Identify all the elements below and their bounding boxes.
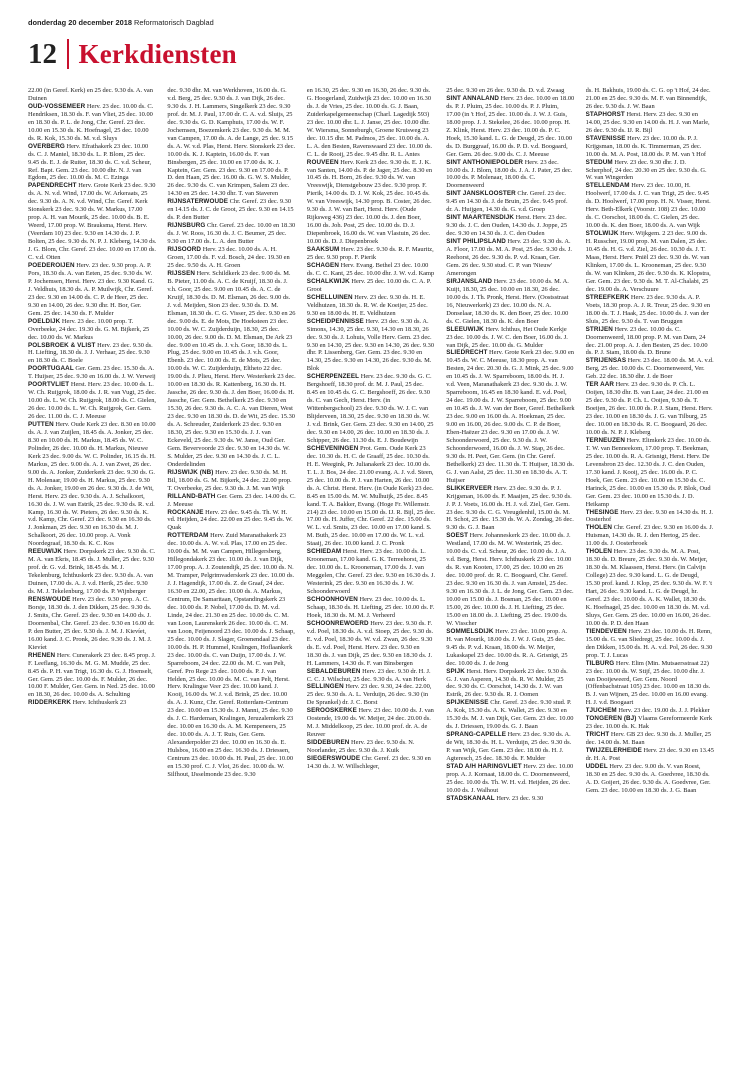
listing-entry — [28, 318, 156, 342]
place-name: TERNEUZEN — [585, 436, 625, 444]
service-details: Herv. 23 dec. 10.00 prop. A. H. van Mourik, 18.00 ds. J. W. J. Guis, 25 dec. 9.45 ds. P. v.d. Kraan, 18.00 ds. W. Meijer, Lukaskapel 23 dec. 10.00 ds. R. A. Grisnigt, 25 dec. 10.00 ds. J. de Jong — [446, 627, 568, 667]
listing-entry — [446, 95, 574, 159]
service-details: Herv. 23 dec. 9.30 en 13.45 dr. H. A. Post — [585, 747, 714, 763]
place-name: THOLEN — [585, 524, 613, 532]
listing-entry — [586, 111, 714, 135]
listing-entry — [586, 437, 714, 509]
place-name: POORTUGAAL — [28, 365, 74, 373]
place-name: SLIEDRECHT — [446, 349, 488, 357]
service-details: Herv. Ichthuskerk 23 — [72, 699, 127, 707]
service-details: Herv. 23 dec. 9.30 ds. A. A. Floor, 17.00 ds. M. A. Post, 25 dec. 9.30 ds. J. Reehorst, 26 dec. 9.30 ds. P. v.d. Kraan, Ger. Gem. 26 dec. 9.30 stud. C. P. van 'Nieuw' Amerongen — [446, 238, 572, 277]
place-name: STOLWIJK — [585, 230, 619, 238]
place-name: THESINGE — [585, 508, 619, 516]
listing-entry — [28, 548, 156, 596]
service-details: Herv. 23 dec. 18.00 ds. M. A. v.d. Berg, 25 dec. 10.00 ds. C. Doornenweerd, Ver. Geb. 22 dec. 18.30 dhr. J. de Boer — [585, 357, 714, 381]
service-details: Herv. Efrathakerk 23 dec. 10.00 ds. C. J. Mantel, 18.30 ds. L. P. Blom, 25 dec. 9.45 ds. E. J. de Ruiter, 18.30 ds. C. v.d. Scheur, Ref. Bapt. Gem. 23 dec. 10.00 dhr. N. J. van Egdom, 25 dec. 10.00 ds. M. C. Ezinga — [28, 142, 152, 182]
listing-columns — [28, 87, 714, 1052]
service-details: Herv. 23 dec. 9.30 ds. M. A. Post, 18.30 ds. D. Breure, 25 dec. 9.30 ds. W. Meijer, 18.30 ds. M. Klaassen, Herst. Herv. (in Calvijn College) 23 dec. 9.30 kand. L. G. de Deugd, 15.30 prof. kand. J. Klop, 25 dec. 9.30 ds. W. F. 't Hart, 26 dec. 9.30 kand. L. G. de Deugd, hr. Geref. 23 dec. 10.00 ds. A. K. Wallet, 18.30 ds. K. Hoefnagel, 25 dec. 10.00 en 18.30 ds. M. v.d. Sluys, Ger. Gem. 25 dec. 10.00 en 16.00, 26 dec. 10.00 ds. P. D. den Haan — [585, 548, 713, 627]
listing-entry — [307, 445, 435, 548]
service-details: Herv. Dorpskerk 23 dec. 9.30 ds. C. M. A. van Ekris, 18.45 ds. J. Muller, 25 dec. 9.30 prof. dr. G. v.d. Brink, 18.45 ds. M. J. Tekelenburg, Ichthuskerk 23 dec. 9.30 ds. A. van Duinen, 17.00 ds. A. J. v.d. Herik, 25 dec. 9.30 ds. M. J. Tekelenburg, 17.00 ds. P. Wijnberger — [28, 548, 156, 596]
place-name: STAD A/H HARINGVLIET — [446, 763, 522, 771]
place-name: ROUVEEN — [306, 158, 339, 166]
service-details: Ger. Gem. 23 dec. 14.00 ds. C. J. Meeuse — [167, 492, 296, 508]
listing-entry — [307, 159, 435, 246]
service-details: Herv. 23 dec. 10.00 prop. A. J. Kornaat, 18.00 ds. C. Doornenweerd, 25 dec. 10.00 ds. Th. W. H. v.d. Heijden, 26 dec. 10.00 ds. J. Walhout — [446, 763, 574, 794]
listing-entry — [586, 548, 714, 628]
service-details: Herv. 23 dec. 9.30 — [496, 794, 544, 802]
listing-entry — [446, 190, 574, 214]
place-name: SCHAGEN — [306, 261, 339, 269]
service-details: Herv. 23 dec. 9.30 ds. G. C. Bergshoeff, 18.30 prof. dr. M. J. Paul, 25 dec. 8.45 en 10.45 ds. G. C. Bergshoeff, 26 dec. 9.30 ds. C. van Gech, Herst. Herv. (in Wittenbergschool) 23 dec. 9.30 ds. W. J. C. van Blijderveen, 18.30, 25 dec. 9.30 en 18.30 ds. W. J. v.d. Brink, Ger. Gem. 23 dec. 9.30 en 14.00, 25 dec. 9.30 en 14.00, 26 dec. 10.00 en 18.30 ds. J. Schipper, 26 dec. 11.30 ds. E. J. Boudewijn — [306, 373, 434, 444]
place-name: SCHIEDAM — [306, 548, 342, 556]
service-details: Herv. Schildkerk 23 dec. 9.00 ds. M. B. Pieter, 11.00 ds. A. C. de Kruijf, 18.30 ds. J. v.h. Goor, 25 dec. 9.00 en 10.45 ds. A. C. de Kruijf, 18.30 ds. D. M. Elsman, 26 dec. 9.00 ds. J. v.d. Meijden, Sion 23 dec. 9.30 ds. D. M. Elsman, 18.30 ds. C. G. Visser, 25 dec. 9.30 en 26 dec. 9.00 ds. E. de Mots, De Hoeksteen 23 dec. 10.00 ds. W. C. Zuijderduijn, 18.30, 25 dec. 10.00, 26 dec. 9.00 ds. D. M. Elsman, De Ark 23 dec. 9.00 en 10.45 ds. J. v.h. Goor, 18.30 ds. L. Plug, 25 dec. 9.00 en 10.45 ds. J. v.h. Goor, Ebenh. 23 dec. 10.00 ds. E. de Mots, 25 dec. 10.00 ds. W. C. Zuijderduijn, Eltheto 22 dec. 19.00 ds. J. Plieu, Herst. Herv. Westerkerk 23 dec. 10.00 en 18.30 ds. R. Kattenberg, 16.30 ds. H. Jassche, 26 dec. 9.30 ds. J. den Boer, 16.00 ds. H. Jassche, Ger. Gem. Bethelkerk 25 dec. 9.30 en 15.30, 26 dec. 9.30 ds. A. C. A. van Dieren, West 23 dec. 9.30 en 18.30 ds. D. de Wit, 25 dec. 15.30 ds. A. Schreuder, Zuiderkerk 23 dec. 9.30 en 18.30, 25 dec. 9.30 en 15.30 ds. J. J. van Eckeveld, 25 dec. 9.30 ds. W. Janse, Oud Ger. Gem. Bevervoorde 23 dec. 9.30 en 14.30 ds. W. S. Mulder, 25 dec. 9.30 en 14.30 ds. J. C. L. Onderdelinden — [167, 269, 296, 468]
service-details: Herv. 23 dec. 9.30 ds. A. Simons, 14.30, 25 dec. 9.30, 14.30 en 18.30, 26 dec. 9.30 ds. J. Lohuis, Volle Herv. Gem. 23 dec. 9.30 en 14.30, 25 dec. 9.30 en 14.30, 26 dec. 9.30 dhr. P. Lissenberg, Ger. Gem. 23 dec. 9.30 en 14.30, 25 dec. 9.30 en 14.30, 26 dec. 9.30 ds. M. Blok — [306, 317, 435, 373]
service-details: Herv. 23 dec. 10.00 ds. H. Renn, 15.00 ds. G. van Sliedregt, 25 dec. 10.00 ds. J. den Dikken, 15.00 ds. H. A. v.d. Pol, 26 dec. 9.30 prop. T. J. Lucas — [585, 627, 713, 659]
service-details: Chr. Geref. 23 dec. 9.45 en 14.30 ds. J. de Bruin, 25 dec. 9.45 prof. dr. A. Huijgen, 14.30 ds. G. v.d. Groep — [446, 190, 568, 214]
service-details: 25 dec. 9.30 en 26 dec. 9.30 ds. D. v.d. Zwaag — [446, 87, 565, 94]
service-details: Herv. Ichthus, Het Oude Kerkje 23 dec. 10.00 ds. J. W. C. den Boer, 16.00 ds. J. van Dijk, 25 dec. 10.00 ds. G. Mulder — [446, 325, 568, 349]
service-details: Ger. Gem. 23 dec. 15.30 ds. A. T. Huijser, 25 dec. 9.30 en 16.00 ds. J. W. Verweij — [28, 365, 156, 381]
place-name: PUTTEN — [28, 421, 54, 429]
place-name: ROCKANJE — [167, 508, 204, 516]
service-details: Chr. Geref. 23 dec. 10.00 en 18.30 ds. J. W. Roos, 16.30 ds. J. C. Beumer, 25 dec. 9.30 en 17.00 ds. L. A. den Butter — [167, 222, 296, 246]
place-name: SIDDEBUREN — [306, 739, 350, 747]
service-details: Herv. 23 dec. 10.00 ds. C. Doornenweerd, 18.00 prop. P. M. van Dam, 24 dec. 21.00 prop. A. J. den Besten, 25 dec. 10.00 ds. P. J. Stam, 18.00 ds. D. Brune — [585, 325, 708, 357]
service-details: Herv. 23 dec. 9.30 ds. H. E. Veldhuizen, 18.30 ds. R. W. de Koeijer, 25 dec. 9.30 en 18.00 ds. H. E. Veldhuizen — [306, 293, 428, 317]
listing-entry — [28, 87, 156, 103]
listing-entry — [28, 143, 156, 183]
service-details: Herv. 23 dec. 9.30 ds. F. v.d. Poel, 18.30 ds. A. v.d. Stoep, 25 dec. 9.30 ds. E. v.d. Poel, 18.30 ds. W. v.d. Zwan, 26 dec. 9.30 ds. E. v.d. Poel, Herst. Herv. 23 dec. 9.30 en 18.30 ds. J. van Dijk, 25 dec. 9.30 en 18.30 ds. J. H. Lammers, 14.30 ds. F. van Binsbergen — [306, 619, 434, 667]
place-name: STRIJENSAS — [585, 357, 627, 365]
place-name: OVERBERG — [28, 142, 65, 150]
listing-entry — [167, 270, 295, 469]
place-name: SOMMELSDIJK — [446, 627, 494, 635]
place-name: POELDIJK — [28, 317, 61, 325]
service-details: Herv. 23 dec. 9.30 ds. R. F. Mauritz, 25 dec. 9.30 prop. F. Pierik — [306, 246, 434, 262]
service-details: Herst. Herv. 23 dec. 10.00 ds. L. Krooneman, 17.00 kand. G. K. Terreehorst, 25 dec. 10.00 ds. L. Krooneman, 17.00 ds. J. van Meggelen, Chr. Geref. 23 dec. 9.30 en 16.30 ds. J. Westerink, 25 dec. 9.30 en 16.30 ds. J. W. Schoonderwoerd — [306, 548, 436, 596]
service-details: Herv. Zuid Maranathakerk 23 dec. 10.00 ds. A. W. v.d. Plas, 17.00 en 25 dec. 10.00 ds. M. M. van Campen, Hillegersberg, Hillegondakerk 23 dec. 10.00 ds. J. van Dijk, 17.00 prop. A. J. Zoutendijk, 25 dec. 10.00 ds. N. M. Tramper, Pelgrimvaderskerk 23 dec. 10.00 ds. J. J. Hagendijk, 17.00 ds. Z. de Graaf, 24 dec. 16.30 en 22.00, 25 dec. 10.00 ds. A. Markus, Centrum, De Samaritaan, Opstandingskerk 23 dec. 10.00 ds. P. Nobel, 17.00 ds. D. M. v.d. Linde, 24 dec. 21.30 en 25 dec. 10.00 ds. C. M. van Loon, Laurenskerk 26 dec. 10.00 ds. C. M. van Loon, Feijenoord 23 dec. 10.00 ds. J. Schaap, 25 dec. 10.00 ds. J. Slager, Groenendaal 23 dec. 10.00 ds. H. P. Hummel, Kralingen, Hoflaankerk 23 dec. 10.00 ds. C. van Duijn, 17.00 ds. J. W. Sparreboom, 24 dec. 22.00 ds. M. C. van Pelt, Geref. Pro Rege 23 dec. 10.00 ds. P. J. van Helden, 25 dec. 10.00 ds. M. C. van Pelt, Herst. Herv. Kralingse Veer 23 dec. 10.00 kand. J. Kooij, 16.00 ds. W. J. v.d. Brink, 25 dec. 10.00 ds. A. J. Kunz, Chr. Geref. Rotterdam-Centrum 23 dec. 10.00 en 15.30 ds. J. Manni, 25 dec. 9.30 ds. J. C. Hardeman, Kralingen, Jeruzalemkerk 23 dec. 10.00 en 16.30 ds. A. M. Kempeneers, 25 dec. 10.00 ds. A. J. T. Ruis, Ger. Gem. Alexanderpolder 23 dec. 10.00 en 16.30 ds. E. Hulsbos, 16.00 en 25 dec. 16.30 ds. J. Driessen, Centrum 23 dec. 10.00 ds. H. Paul, 25 dec. 10.00 en 15.30 prof. C. J. Vlot, 26 dec. 10.00 ds. W. Silfhout, IJsselmonde 23 dec. 9.30 — [167, 532, 295, 778]
service-details: Herv. 23 dec. 9.30 dhr. J. D. Scherphof, 24 dec. 20.30 en 25 dec. 9.30 ds. G. W. van Wingerden — [585, 158, 707, 182]
service-details: Herv. GB 23 dec. 9.30 ds. J. Muller, 25 dec. 14.00 ds. M. Baan — [585, 731, 712, 747]
listing-entry — [586, 524, 714, 548]
place-name: OUD-VOSSEMEER — [28, 102, 86, 110]
listing-entry — [307, 278, 435, 294]
service-details: Herv. Elim (Min. Mutsaersstraat 22) 23 dec. 10.00 ds. W. Stijf, 25 dec. 10.00 dhr. J. van Dooijeweerd, Ger. Gem. Noord (Offenbachstraat 105) 23 dec. 10.00 en 18.30 ds. B. J. van Wijnen, 25 dec. 10.00 en 16.00 evang. H. J. v.d. Boogaart — [585, 659, 711, 707]
listing-entry — [446, 87, 574, 95]
service-details: Herv. 23 dec. 10.00 ds. P. J. Krijgsman, 18.00 ds. K. Timmerman, 25 dec. 10.00 ds. M. A. Post, 18.00 ds. P. M. van 't Hof — [585, 134, 707, 158]
listing-entry — [307, 596, 435, 620]
service-details: Chr. Geref. 23 dec. 9.30 en 16.00 ds. J. Huisman, 14.30 ds. R. J. den Hertog, 25 dec. 11.00 ds. J. Oosterbroek — [585, 524, 714, 548]
place-name: RENSWOUDE — [28, 596, 71, 603]
place-name: SCHEIDPENNISSE — [306, 317, 364, 325]
listing-entry — [586, 326, 714, 358]
service-details: Herv. Cunerakerk 23 dec. 8.45 prop. J. F. Leeflang, 16.30 ds. M. G. M. Mudde, 25 dec. 8.45 ds. P. H. van Trigt, 16.30 ds. G. J. Hoenselt, Ger. Gem. 25 dec. 10.00 ds. F. Mulder, 26 dec. 10.00 F. Mulder, Ger. Gem. in Ned. 25 dec. 10.00 en 18.30, 26 dec. 10.00 ds. A. Schulting — [28, 651, 156, 699]
listing-entry — [446, 628, 574, 668]
service-details: Herv. 23 dec. 10.00 ds. L. Schaap, 18.30 ds. H. Liefting, 25 dec. 10.00 ds. F. Hoek, 18.30 ds. M. M. J. Verheerd — [306, 596, 435, 619]
service-details: Herv. 23 dec. 9.30 prop. A. C. Borsje, 18.30 ds. J. den Dikken, 25 dec. 9.30 ds. J. Smits, Chr. Geref. 23 dec. 9.30 en 14.00 ds. J. Doornenbal, Chr. Geref. 23 dec. 9.30 en 16.00 dr. P. den Butter, 25 dec. 9.30 ds. J. M. J. Kievíet, 16.00 kand. J. C. Pronk, 26 dec. 9.30 ds. J. M. J. Kievíet — [28, 596, 155, 651]
listing-entry — [307, 262, 435, 278]
service-details: ds. H. Bakhuis, 19.00 ds. C. G. op 't Hof, 24 dec. 21.00 en 25 dec. 9.30 ds. M. F. van Binnendijk, 26 dec. 9.30 ds. J. W. Baan — [585, 87, 711, 110]
publication-name: Reformatorisch Dagblad — [134, 18, 214, 27]
listing-entry — [167, 469, 295, 493]
header-divider — [67, 39, 69, 69]
listing-entry — [586, 87, 714, 111]
service-details: Herv. Grote Kerk 23 dec. 9.30 ds. A. N. v.d. Wind, 17.00 ds. W. Arkeraats, 25 dec. 9.30 ds. A. N. v.d. Wind, Chr. Geref. Kerk Sionskerk 23 dec. 9.30 ds. W. Markus, 17.00 prop. A. H. van Mourik, 25 dec. 10.00 ds. B. E. Weerd, 17.00 prop. W. Brauksma, Herst. Herv. (Veerdam 10) 23 dec. 9.30 en 14.30 ds. J. P. Bolten, 25 dec. 9.30 ds. N. P. J. Kleberg, 14.30 ds. J. G. Blom, Chr. Geref. 23 dec. 10.00 en 17.00 ds. C. v.d. Otten — [28, 182, 157, 262]
listing-entry — [586, 707, 714, 715]
place-name: SLIKKERVEER — [446, 484, 492, 492]
service-details: Herv. 23 dec. 9.30 en 14.30 ds. H. J. Oosterhof — [585, 508, 713, 524]
service-details: Vlaams Gereformeerde Kerk 23 dec. 10.00 ds. K. Hak — [585, 715, 713, 731]
service-details: Herv. Wijkgem. 2 23 dec. 9.00 ds. H. Russcher, 19.00 prop. M. van Dalen, 25 dec. 10.45 ds. H. G. v.d. Ziel, 26 dec. 10.30 ds. J. T. Maas, Herst. Herv. Pniël 23 dec. 9.30 ds. W. van Klinken, 17.00 ds. L. Krooneman, 25 dec. 9.30 ds. W. van Klinken, 26 dec. 9.30 ds. K. Klopstra, Ger. Gem. 23 dec. 9.30 ds. M. T. Al-Chalabi, 25 dec. 19.00 ds. A. Verschuure — [585, 230, 711, 293]
listing-entry — [28, 342, 156, 366]
place-name: STADSKANAAL — [446, 794, 495, 802]
listing-entry — [167, 222, 295, 246]
place-name: STAPHORST — [585, 110, 625, 118]
listing-entry — [167, 493, 295, 509]
column-3 — [307, 87, 435, 1052]
service-details: Herst. Herv. 23 dec. 9.30 en 14.00, 25 dec. 9.30 en 14.00 ds. H. J. van Marle, 26 dec. 9.30 ds. IJ. R. Bijl — [585, 110, 710, 134]
listing-entry — [28, 365, 156, 381]
listing-entry — [586, 747, 714, 763]
listing-entry — [586, 230, 714, 294]
listing-entry — [446, 159, 574, 191]
place-name: ROTTERDAM — [167, 532, 209, 540]
service-details: Herv. 23 dec. 10.00 prop. T. Overbeeke, 24 dec. 19.30 ds. G. M. Bijkerk, 25 dec. 10.00 ds. W. Markus — [28, 317, 150, 341]
service-details: Herv. Kerk 23 dec. 9.30 ds. E. J. K. van Santen, 14.00 ds. P. de Jager, 25 dec. 8.30 en 10.45 ds. H. Born, 26 dec. 9.30 ds. W. van Vreeswijk, Dienstgebouw 23 dec. 9.30 prop. F. Pierik, 14.00 ds. D. J. W. Kok, 25 dec. 10.45 ds. W. van Vreeswijk, 14.30 prop. B. Coster, 26 dec. 9.30 ds. J. W. van Bart, Herst. Herv. (Oude Rijksweg 436) 23 dec. 10.00 ds. J. den Boer, 16.00 ds. Joh. Post, 25 dec. 10.00 ds. D. J. Diepenbroek, 16.00 ds. W. van Vlastuin, 26 dec. 10.00 ds. D. J. Diepenbroek — [306, 158, 433, 246]
place-name: RIJSSEN — [167, 269, 196, 277]
place-name: SCHELLUINEN — [306, 293, 353, 301]
listing-entry — [307, 739, 435, 755]
place-name: THOLEN — [585, 548, 613, 556]
listing-entry — [28, 103, 156, 143]
column-5 — [586, 87, 714, 1052]
listing-entry — [307, 318, 435, 374]
place-name: STEDUM — [585, 158, 613, 166]
service-details: Herv. Evang. Bethel 23 dec. 10.00 ds. C. C. Kant, 25 dec. 10.00 dhr. J. W. v.d. Kamp — [306, 261, 435, 277]
listing-entry — [28, 182, 156, 262]
listing-entry — [586, 182, 714, 230]
place-name: SIEGERSWOUDE — [306, 755, 361, 763]
place-name: UDDEL — [585, 763, 608, 771]
listing-entry — [586, 763, 714, 795]
service-details: Chr. Geref. 23 dec. 9.30 stud. P. A. Kok, 15.30 ds. A. K. Wallet, 25 dec. 9.30 en 15.30 ds. M. J. van Dijk, Ger. Gem. 23 dec. 10.00 ds. J. Driessen, 19.00 ds. G. J. Baan — [446, 699, 574, 731]
service-details: Herv. Oude Kerk 23 dec. 8.30 en 10.00 ds. A. J. van Zuijlen, 18.45 ds. A. Jonker, 25 dec. 8.30 en 10.00 ds. H. Markus, 18.45 ds. W. C. Polinder, 26 dec. 10.00 ds. H. Markus, Nieuwe Kerk 23 dec. 9.00 ds. W. C. Polinder, 16.15 ds. H. Markus, 25 dec. 9.00 ds. A. J. van Zwet, 26 dec. 9.00 ds. A. Jonker, Zuiderkerk 23 dec. 9.30 ds. G. H. Molenaar, 19.00 ds. H. Markus, 25 dec. 9.30 ds. A. Jonker, 19.00 en 26 dec. 9.30 ds. J. de Wit, Herst. Herv. 23 dec. 9.30 ds. A. J. Schalkoort, 16.30 ds. J. W. van Estrik, 25 dec. 9.30 ds. R. v.d. Kamp, 16.30 ds. W. Pieters, 26 dec. 9.30 ds. K. v.d. Kamp, Chr. Geref. 23 dec. 9.30 en 16.30 ds. J. Jonkman, 25 dec. 9.30 en 16.30 ds. M. J. Schalkoort, 26 dec. 10.00 prop. A. Vonk Noordegraaf, 18.30 ds. K. C. Kos — [28, 421, 156, 548]
service-details: Chr. Geref. 23 dec. 9.30 en 14.30 ds. J. W. Willschleger, — [306, 755, 431, 771]
place-name: SCHEVENINGEN — [306, 444, 359, 452]
page-header — [28, 34, 237, 74]
place-name: TONGEREN (BJ) — [585, 715, 637, 723]
column-2 — [167, 87, 295, 1052]
service-details: Chr. Geref. 23 dec. 9.30 en 14.15 ds. J. C. de Groot, 25 dec. 9.30 en 14.15 ds. P. den Butter — [167, 198, 294, 222]
issue-date: donderdag 20 december 2018 — [28, 18, 132, 27]
listing-entry — [446, 532, 574, 627]
place-name: POLSBROEK & VLIST — [28, 341, 96, 349]
place-name: SAAKSUM — [306, 246, 340, 254]
listing-entry — [28, 421, 156, 548]
listing-entry — [446, 795, 574, 803]
place-name: SINT ANNALAND — [446, 94, 500, 102]
listing-entry — [586, 357, 714, 381]
dateline — [28, 18, 214, 27]
listing-entry — [307, 620, 435, 668]
listing-entry — [307, 707, 435, 739]
service-details: Herv. Grote Kerk 23 dec. 9.00 en 10.45 ds. W. C. Meeuse, 18.30 prop. A. van Besten, 24 dec. 20.30 ds. G. J. Mink, 25 dec. 9.00 en 10.45 ds. J. W. Sparreboom, 18.00 ds. H. J. v.d. Veen, Maranathakerk 23 dec. 9.30 ds. J. W. Sparreboom, 16.45 en 18.30 kand. E. v.d. Poel, 24 dec. 19.00 ds. J. W. Sparreboom, 25 dec. 9.00 en 10.45 ds. J. W. van der Boer, Geref. Bethelkerk 23 dec. 9.00 en 16.00 ds. A. Hoekman, 25 dec. 9.00 en 16.00, 26 dec. 9.00 ds. C. P. de Boer, Eben-Haëzer 23 dec. 9.30 en 17.00 ds. J. W. Schoonderwoerd, 25 dec. 9.30 ds. J. W. Schoonderwoerd, 16.00 ds. J. W. Stap, 26 dec. 9.30 ds. H. Peet, Ger. Gem. (in Chr. Geref. Bethelkerk) 23 dec. 11.30 ds. T. Huijser, 18.30 ds. G. J. van Aalst, 25 dec. 11.30 en 18.30 ds. A. T. Huijser — [446, 349, 575, 484]
listing-entry — [307, 87, 435, 159]
listing-entry — [307, 246, 435, 262]
place-name: POEDEROIJEN — [28, 261, 75, 269]
place-name: STAVENISSE — [585, 134, 626, 142]
place-name: RILLAND-BATH — [167, 492, 216, 500]
listing-entry — [28, 596, 156, 652]
listing-entry — [446, 278, 574, 326]
service-details: 22.00 (in Geref. Kerk) en 25 dec. 9.30 ds. A. van Duinen — [28, 87, 153, 102]
listing-entry — [586, 509, 714, 525]
place-name: RHENEN — [28, 651, 56, 659]
listing-entry — [586, 294, 714, 326]
listing-entry — [28, 652, 156, 700]
listing-entry — [28, 699, 156, 707]
listing-entry — [586, 660, 714, 708]
service-details: Herv. 23 dec. 10.00 ds. J. van Oostende, 19.00 ds. W. Meijer, 24 dec. 20.00 ds. M. J. Middelkoop, 25 dec. 10.00 prof. dr. A. de Reuver — [306, 707, 434, 739]
service-details: Herv. 23 dec. 10.00 en 18.00 ds. P. J. Pluim, 25 dec. 10.00 ds. P. J. Pluim, 17.00 (in 't Hof, 25 dec. 10.00 ds. J. W. J. Guis, 18.00 prop. J. J. Stekelee, 26 dec. 10.00 prop. H. Z. Klink, Herst. Herv. 23 dec. 10.00 ds. P. C. Hoek, 15.30 kand. L. G. de Deugd, 25 dec. 10.00 ds. D. Burggraaf, 16.00 ds. P. D. v.d. Boogaard, Ger. Gem. 26 dec. 9.00 ds. C. J. Meeuse — [446, 94, 575, 158]
place-name: STELLENDAM — [585, 182, 630, 190]
service-details: Herv. 23 dec. 9.00 ds. V. van Roest, 18.30 en 25 dec. 9.30 ds. A. Goedvree, 18.30 ds. A. D. Goijert, 26 dec. 9.30 ds. A. Goedvree, Ger. Gem. 23 dec. 10.00 en 18.30 ds. J. G. Baan — [585, 763, 711, 794]
place-name: STRIJEN — [585, 325, 613, 333]
place-name: TER AAR — [585, 381, 615, 389]
place-name: TWIJZELERHEIDE — [585, 747, 642, 755]
listing-entry — [446, 326, 574, 350]
service-details: Herv. 23 dec. 9.30 ds. H. Liefting, 18.30 ds. J. J. Verhaar, 25 dec. 9.30 en 18.30 ds. C. Boele — [28, 341, 153, 365]
column-1 — [28, 87, 156, 1052]
listing-entry — [586, 628, 714, 660]
listing-entry — [446, 731, 574, 763]
place-name: SIRJANSLAND — [446, 277, 493, 285]
service-details: Herv. Johanneskerk 23 dec. 10.00 ds. J. Westland, 17.00 ds. M. W. Westerink, 25 dec. 10.00 ds. C. v.d. Scheur, 26 dec. 10.00 ds. J. A. v.d. Berg, Herst. Herv. Ichthuskerk 23 dec. 10.00 ds. R. van Kooten, 17.00, 25 dec. 10.00 en 26 dec. 10.00 prof. dr. R. C. Boogaard, Chr. Geref. 23 dec. 9.30 en 16.30 ds. J. van Amstel, 25 dec. 9.30 en 16.30 ds. J. L. de Jong, Ger. Gem. 23 dec. 10.00 en 15.00 ds. J. Bosman, 25 dec. 10.00 en 15.00, 26 dec. 10.00 ds. J. H. Liefting, 25 dec. 15.00 en 18.00 ds. J. Liefting, 25 dec. 19.00 ds. W. Visscher — [446, 532, 574, 627]
service-details: Herv. 23 dec. 9.30 ds. P. Ch. L. Ooijen, 18.30 dhr. B. van Laar, 24 dec. 21.00 en 25 dec. 9.30 ds. P. Ch. L. Ooijen, 9.30 ds. T. Boeijen, 26 dec. 10.00 ds. P. J. Stam, Herst. Herv. 23 dec. 10.00 en 18.30 ds. J. G. van Tilburg, 25 dec. 10.00 en 18.30 ds. R. C. Boogaard, 26 dec. 10.00 ds. N. P. J. Kleberg — [585, 381, 713, 436]
service-details: Herst. Herv. 23 dec. 9.30 ds. J. C. den Ouden, 14.30 ds. J. Joppe, 25 dec. 9.30 en 14.30 ds. J. C. den Ouden — [446, 214, 568, 238]
service-details: dec. 9.30 dhr. M. van Werkhoven, 16.00 ds. G. v.d. Berg, 25 dec. 9.30 ds. J. van Dijk, 26 dec. 9.30 ds. J. H. Lammers, Singelkerk 23 dec. 9.30 prof. dr. M. J. Paul, 17.00 dr. C. A. v.d. Sluijs, 25 dec. 9.30 ds. G. D. Kamphuis, 17.00 ds. W. F. Jochemsen, Boezemkerk 23 dec. 9.30 ds. M. M. van Campen, 17.00 ds. A. de Lange, 25 dec. 9.15 ds. A. W. v.d. Plas, Herst. Herv. Sionskerk 23 dec. 10.00 ds. K. J. Kaptein, 16.00 ds. F. van Binsbergen, 25 dec. 10.00 en 17.00 ds. K. J. Kaptein, Ger. Gem. 23 dec. 9.30 en 17.00 ds. P. D. den Haan, 25 dec. 16.00 ds. G. W. S. Mulder, 26 dec. 9.30 ds. C. van Krimpen, Salem 23 dec. 14.30 en 25 dec. 14.30 dhr. T. van Staveren — [167, 87, 296, 198]
service-details: Herv. 23 dec. 9.30 ds. M. H. Bil, 18.00 ds. G. M. Bijkerk, 24 dec. 22.00 prop. T. Overbeeke, 25 dec. 9.30 ds. J. M. van Wijk — [167, 468, 292, 492]
place-name: RIJSOORD — [167, 246, 202, 254]
place-name: RIJNSATERWOUDE — [167, 198, 229, 206]
listing-entry — [586, 159, 714, 183]
listing-entry — [167, 246, 295, 270]
place-name: PAPENDRECHT — [28, 182, 77, 190]
place-name: SOEST — [446, 532, 469, 540]
place-name: SCHALKWIJK — [306, 277, 350, 285]
place-name: SELLINGEN — [306, 683, 344, 691]
place-name: SPIJKENISSE — [446, 699, 489, 707]
listing-entry — [28, 262, 156, 318]
service-details: Herv. 23 dec. 9.30 ds. A. de Wit, 18.30 ds. H. L. Verduijn, 25 dec. 9.30 ds. P. van Wijk, Ger. Gem. 23 dec. 18.00 ds. H. J. Agteresch, 25 dec. 18.30 ds. F. Mulder — [446, 731, 572, 763]
place-name: SEROOSKERKE — [306, 707, 357, 715]
listing-entry — [446, 485, 574, 533]
place-name: POORTVLIET — [28, 381, 70, 389]
service-details: Herv. Elimkerk 23 dec. 10.00 ds. T. W. van Benneekom, 17.00 prop. T. Beekman, 25 dec. 10.00 ds. R. A. Grisnigt, Herst. Herv. De Levensbron 23 dec. 12.30 ds. J. C. den Ouden, 17.30 kand. J. Kooij, 25 dec. 16.00 ds. P. C. Hoek, Ger. Gem. 23 dec. 10.00 en 15.30 ds. C. Harinck, 25 dec. 10.00 en 15.30 ds. P. Blok, Oud Ger. Gem. 23 dec. 10.00 en 15.30 ds. J. D. Heikamp — [585, 436, 711, 508]
column-4 — [446, 87, 574, 1052]
place-name: TRICHT — [585, 731, 610, 739]
place-name: SPRANG-CAPELLE — [446, 731, 507, 739]
service-details: Herst. Herv. 23 dec. 10.00 ds. L. W. Ch. Ruijgrok, 18.00 ds. J. R. van Vugt, 25 dec. 10.00 ds. L. W. Ch. Ruijgrok, 18.00 ds. C. Gielen, 26 dec. 10.00 ds. L. W. Ch. Ruijgrok, Ger. Gem. 26 dec. 11.00 ds. C. J. Meeuse — [28, 381, 156, 421]
service-details: Herv. 23 dec. 9.30 ds. P. J. Krijgsman, 16.00 ds. F. Maaijen, 25 dec. 9.30 ds. J. P. J. Voets, 16.00 ds. H. J. v.d. Ziel, Ger. Gem. 23 dec. 9.30 ds. C. G. Vreugdenhil, 15.00 ds. M. H. Schot, 25 dec. 15.30 ds. W. A. Zondag, 26 dec. 9.30 ds. G. J. Baan — [446, 484, 574, 532]
place-name: SCHERPENZEEL — [306, 373, 360, 381]
service-details: en 16.30, 25 dec. 9.30 en 16.30, 26 dec. 9.30 ds. G. Hoogerland, Zuidwijk 23 dec. 10.00 en 16.30 ds. J. de Vries, 25 dec. 10.00 ds. G. J. Baan, Zuiderkapelgemeenschap (Charl. Lagedijk 593) 23 dec. 10.00 dhr. L. J. Janse, 25 dec. 10.00 dhr. W. Wiersma, Sonneburgh, Groene Kruisweg 23 dec. 10.15 dhr. M. Padmos, 25 dec. 10.00 ds. A. L. A. den Besten, Ravenswaard 23 dec. 10.00 ds. C. L. de Rooij, 25 dec. 9.45 dhr. R. L. Antes — [306, 87, 433, 158]
listing-entry — [446, 238, 574, 278]
service-details: Herv. 23 dec. 10.00, H. Hoolwerf, 17.00 ds. J. C. van Trigt, 25 dec. 9.45 ds. D. Hoolwerf, 17.00 prop. H. N. Visser, Herst. Herv. Beth-Elkerk (Voorstr. 108) 23 dec. 10.00 ds. C. Oorschot, 18.00 ds. C. Gielen, 25 dec. 10.00 ds. K. den Boer, 18.00 ds. A. van Wijk — [585, 182, 711, 230]
listing-entry — [586, 135, 714, 159]
service-details: Herv. 23 dec. 9.30 ds. A. P. Voets, 18.30 prop. A. J. R. Treur, 25 dec. 9.30 en 18.00 ds. T. J. Haak, 25 dec. 10.00 ds. J. van der Sluis, 25 dec. 9.30 ds. T. van Bruggen — [585, 293, 711, 325]
listing-entry — [307, 294, 435, 318]
listing-entry — [446, 668, 574, 700]
listing-entry — [307, 668, 435, 684]
listing-entry — [307, 373, 435, 445]
service-details: Herv. 23 dec. 9.45 ds. Th. W. H. vd. Heijden, 24 dec. 22.00 en 25 dec. 9.45 ds. W. Quak — [167, 508, 293, 532]
section-title: Kerkdiensten — [78, 38, 237, 69]
listing-entry — [167, 198, 295, 222]
listing-entry — [28, 381, 156, 421]
service-details: Prot. Gem. Oude Kerk 23 dec. 10.30 ds. H. C. de Graaff, 25 dec. 10.30 ds. H. E. Weegink, Pr. Julianakerk 23 dec. 10.00 ds. T. L. J. Bos, 24 dec. 21.00 evang. A. J. v.d. Steen, 25 dec. 10.00 ds. P. J. van Harten, 26 dec. 10.00 ds. A. Christ. Herst. Herv. (in Oude Kerk) 23 dec. 8.45 en 15.00 ds. M. W. Mulhuijk, 25 dec. 8.45 kand. T. A. Bakker, Evang. (Hoge Fr. Willemstr. 214) 23 dec. 10.00 en 15.00 ds. IJ. R. Bijl, 25 dec. 17.00 ds. H. Juffer, Chr. Geref. 22 dec. 15.00 ds. W. L. v.d. Smits, 23 dec. 10.00 en 17.00 kand. S. M. Buth, 25 dec. 10.00 en 17.00 ds. W. L. v.d. Staaij, 26 dec. 10.00 kand. J. C. Pronk — [306, 444, 436, 548]
listing-entry — [307, 755, 435, 771]
place-name: TJUCHEM — [585, 707, 617, 715]
listing-entry — [446, 699, 574, 731]
place-name: STREEFKERK — [585, 293, 630, 301]
place-name: TIENDEVEEN — [585, 627, 627, 635]
place-name: SEBALDEBUREN — [306, 667, 361, 675]
place-name: SINT ANTHONIEPOLDER — [446, 158, 524, 166]
place-name: SINT PHILIPSLAND — [446, 238, 506, 246]
listing-entry — [446, 763, 574, 795]
service-details: Herv. 23 dec. 10.00 ds. M. A. Kuijt, 18.30, 25 dec. 10.00 en 18.30, 26 dec. 10.00 ds. J. Th. Pronk, Herst. Herv. (Oostsstraat 16, Nieuwerkerk) 23 dec. 10.00 ds. N. A. Donselaar, 18.30 ds. K. den Boer, 25 dec. 10.00 ds. C. Gielen, 18.30 ds. K. den Boer — [446, 277, 569, 325]
place-name: TILBURG — [585, 659, 615, 667]
listing-entry — [167, 87, 295, 198]
listing-entry — [307, 683, 435, 707]
place-name: REEUWIJK — [28, 548, 63, 556]
listing-entry — [586, 381, 714, 437]
service-details: Herst. Herv. Dorpskerk 23 dec. 9.30 ds. G. J. van Asperen, 14.30 ds. R. W. Mulder, 25 dec. 9.30 ds. C. Oorschot, 14.30 ds. J. W. van Estrik, 26 dec. 9.30 ds. R. J. Oomen — [446, 667, 568, 699]
service-details: Herv. 23 dec. 9.30, 24 dec. 22.00, 25 dec. 9.30 ds. A. L. Verduijn, 26 dec. 9.30 (in De Sprankel) dr. J. C. Borst — [306, 683, 432, 707]
listing-entry — [307, 548, 435, 596]
listing-entry — [446, 214, 574, 238]
listing-entry — [167, 509, 295, 533]
page-number: 12 — [28, 37, 57, 70]
place-name: SCHOONREWOERD — [306, 619, 369, 627]
listing-entry — [586, 731, 714, 747]
service-details: Herv. 23 dec. 10.00 ds. J. Blom, 18.00 ds. J. A. J. Pater, 25 dec. 10.00 ds. P. Molenaar, 18.00 ds. C. Doornenweerd — [446, 158, 573, 190]
service-details: Herv. 23 dec. 19.00 ds. J. J. Plekker — [618, 707, 710, 715]
place-name: SPIJK — [446, 667, 465, 675]
place-name: RIJSWIJK (NB) — [167, 468, 214, 476]
service-details: Herv. 23 dec. 10.00 ds. A. H. Groen, 17.00 ds. F. v.d. Bosch, 24 dec. 19.30 en 25 dec. 9.50 ds. A. H. Groen — [167, 246, 290, 269]
place-name: RIJNSBURG — [167, 222, 206, 230]
place-name: SINT JANSKLOOSTER — [446, 190, 516, 198]
listing-entry — [586, 715, 714, 731]
service-details: Herv. 23 dec. 9.30 dr. H. J. C. C. J. Wilschut, 25 dec. 9.30 ds. A. van Herk — [306, 667, 431, 683]
service-details: Herv. 23 dec. 10.00 ds. C. Hendriksen, 18.30 ds. F. van Vliet, 25 dec. 10.00 en 18.30 ds. P. L. de Jong, Chr. Geref. 23 dec. 10.00 en 15.30 ds. K. Hoefnagel, 25 dec. 10.00 ds. R. Kok, 15.30 ds. M. v.d. Sluys — [28, 102, 154, 142]
place-name: SINT MAARTENSDIJK — [446, 214, 515, 222]
place-name: SCHOONHOVEN — [306, 596, 358, 603]
listing-entry — [446, 349, 574, 484]
place-name: RIDDERKERK — [28, 699, 71, 707]
listing-entry — [167, 532, 295, 779]
service-details: Herv. 25 dec. 10.00 ds. C. A. P. Groot — [306, 277, 432, 293]
place-name: SLEEUWIJK — [446, 325, 484, 333]
service-details: Herv. 23 dec. 9.30 ds. N. Noorlander, 25 dec. 9.30 ds. J. Kuik — [306, 739, 415, 755]
service-details: Herv. 23 dec. 9.30 prop. A. P. Pors, 18.30 ds. A. van Eeten, 25 dec. 9.30 ds. W. P. Jochemsen, Herst. Herv. 23 dec. 9.30 Kand. G. J. Veldhuis, 18.30 ds. A. P. Muilwijk, Chr. Geref. 23 dec. 9.30 en 14.00 ds. C. P. de Heer, 25 dec. 9.30 en 14.00, 26 dec. 9.30 dhr. H. Bor, Ger. Gem. 25 dec. 14.30 ds. F. Mulder — [28, 261, 154, 317]
